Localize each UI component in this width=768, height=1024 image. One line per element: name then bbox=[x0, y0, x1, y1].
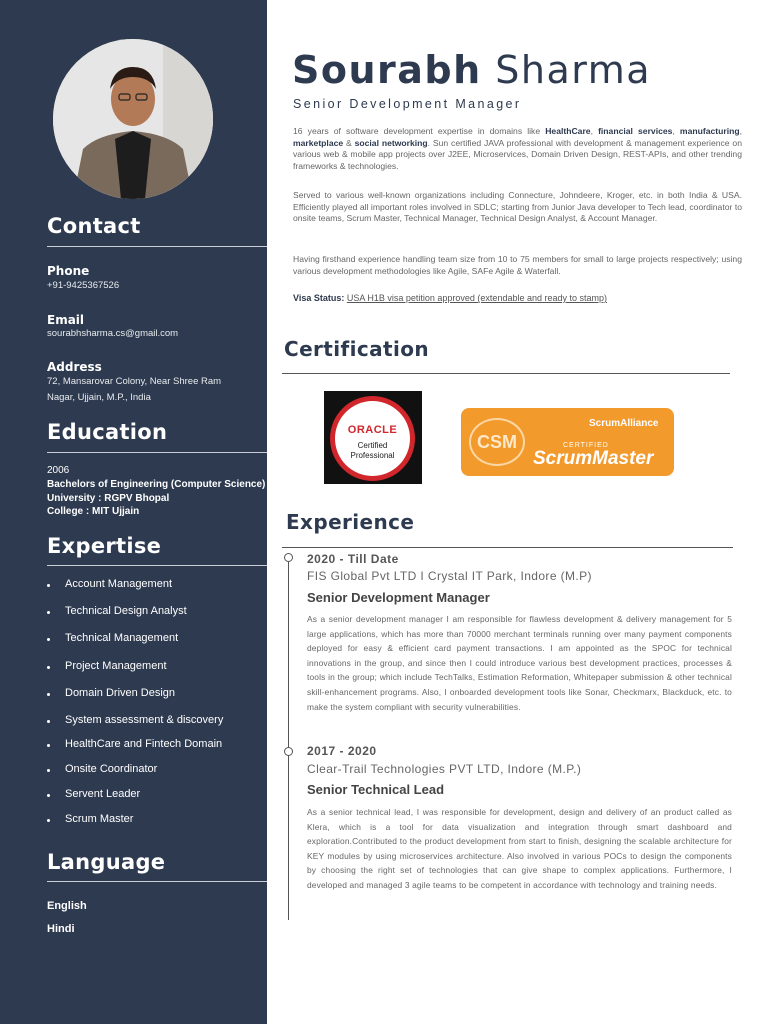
oracle-professional-text: Professional bbox=[350, 451, 395, 460]
bullet-icon bbox=[47, 744, 50, 747]
candidate-name bbox=[292, 48, 651, 92]
timeline-dot bbox=[284, 553, 293, 562]
education-divider bbox=[47, 452, 267, 453]
bullet-icon bbox=[47, 819, 50, 822]
oracle-certified-badge bbox=[324, 391, 422, 484]
visa-label: Visa Status: bbox=[293, 293, 347, 303]
job-1-title: Senior Development Manager bbox=[307, 590, 490, 605]
timeline-line bbox=[288, 558, 289, 920]
job-1-date: 2020 - Till Date bbox=[307, 552, 399, 566]
summary-paragraph-3: Having firsthand experience handling team size from 10 to 75 members for small to large projects respectively; using various development methodologies like Agile, SAFe Agile & Waterfall. bbox=[293, 254, 742, 276]
experience-divider bbox=[282, 547, 733, 548]
oracle-certified-text: Certified bbox=[357, 441, 388, 450]
first-name: Sourabh bbox=[292, 48, 482, 92]
experience-heading: Experience bbox=[286, 510, 415, 534]
email-label: Email bbox=[47, 313, 85, 327]
visa-status bbox=[293, 293, 607, 303]
address-line-1: 72, Mansarovar Colony, Near Shree Ram bbox=[47, 376, 222, 387]
profile-photo bbox=[53, 39, 213, 199]
candidate-role: Senior Development Manager bbox=[293, 97, 522, 111]
education-degree: Bachelors of Engineering (Computer Science) bbox=[47, 479, 266, 490]
bullet-icon bbox=[47, 638, 50, 641]
bullet-icon bbox=[47, 769, 50, 772]
job-2-company: Clear-Trail Technologies PVT LTD, Indore (M.P.) bbox=[307, 762, 582, 776]
contact-heading: Contact bbox=[47, 214, 141, 238]
sidebar: Contact Phone +91-9425367526 Email sourabhsharma.cs@gmail.com Address 72, Mansarovar Colony, Near Shree Ram Nagar, Ujjain, M.P., India Education 2006 Bachelors of Engineering (Computer Science) University : RGPV Bhopal College : MIT Ujjain Expertise Account Management Technical Design Analyst Technical Management Project Management Domain Driven Design System assessment & discovery HealthCare and Fintech Domain Onsite Coordinator Servent Leader Scrum Master Language English Hindi bbox=[0, 0, 267, 1024]
bullet-icon bbox=[47, 611, 50, 614]
scrum-alliance-logo: ScrumAlliance bbox=[589, 418, 659, 429]
visa-link[interactable]: USA H1B visa petition approved (extendable and ready to stamp) bbox=[346, 293, 608, 303]
summary-paragraph-2: Served to various well-known organizations including Connecture, Johndeere, Kroger, etc. in both India & USA. Efficiently played all important roles involved in SDLC; starting from Junior Java developer to Tech lead, coordinator to onsite teams, Scrum Master, Technical Manager, Technical Design Analyst, & Account Manager. bbox=[293, 190, 742, 224]
education-heading: Education bbox=[47, 420, 168, 444]
last-name: Sharma bbox=[495, 48, 652, 92]
education-year: 2006 bbox=[47, 465, 70, 476]
csm-seal-icon: CSM bbox=[469, 418, 525, 466]
csm-title: ScrumMaster bbox=[533, 448, 654, 469]
bullet-icon bbox=[47, 584, 50, 587]
oracle-logo: ORACLE bbox=[347, 424, 398, 436]
bullet-icon bbox=[47, 666, 50, 669]
job-1-company: FIS Global Pvt LTD I Crystal IT Park, Indore (M.P) bbox=[307, 569, 592, 583]
address-line-2: Nagar, Ujjain, M.P., India bbox=[47, 392, 151, 403]
certification-divider bbox=[282, 373, 730, 374]
address-label: Address bbox=[47, 360, 102, 374]
education-college: College : MIT Ujjain bbox=[47, 506, 140, 517]
bullet-icon bbox=[47, 720, 50, 723]
education-university: University : RGPV Bhopal bbox=[47, 493, 170, 504]
scrum-master-badge bbox=[461, 408, 674, 476]
expertise-divider bbox=[47, 565, 267, 566]
bullet-icon bbox=[47, 794, 50, 797]
email-value[interactable]: sourabhsharma.cs@gmail.com bbox=[47, 328, 179, 339]
job-1-description: As a senior development manager I am responsible for flawless development & delivery management for 5 large applications, which has more than 70000 merchant terminals running over many payment components deployed for easy & efficient card payment transactions. I am appointed as the SPOC for technical innovations in the group, and since then I could introduce various best development practices, processes & tools in the group; which include TechTalks, Estimation Reformation, Whitepaper submission & other technical skill-enhancement programs. Also, I onboarded development tools like Sonar, Checkmarx, Blackduck, etc. to make the system compliant with security vulnerabilities. bbox=[307, 614, 732, 712]
phone-value[interactable]: +91-9425367526 bbox=[47, 280, 120, 291]
language-english: English bbox=[47, 900, 87, 912]
summary-paragraph-1: 16 years of software development expertise in domains like HealthCare, financial services, manufacturing, marketplace & social networking. Sun certified JAVA professional with development & management experience on various web & mobile app projects over J2EE, Microservices, Domain Driven Design, REST-APIs, and other trending frameworks & technologies. bbox=[293, 126, 742, 171]
bullet-icon bbox=[47, 693, 50, 696]
language-hindi: Hindi bbox=[47, 923, 75, 935]
job-2-date: 2017 - 2020 bbox=[307, 744, 377, 758]
phone-label: Phone bbox=[47, 264, 90, 278]
job-2-description: As a senior technical lead, I was responsible for development, design and delivery of an product called as Klera, which is a tool for data visualization and integration through smart dashboard and exploration.Contributed to the product development from start to finish, designing the scalable architecture for KEY modules by using microservices architecture. Also involved in various POCs to design the components by choosing the right set of technologies that can give shape to complex applications. Furthermore, I developed and managed 3 agile teams to be competent in accordance with technology and training needs. bbox=[307, 807, 732, 890]
certification-heading: Certification bbox=[284, 337, 430, 361]
language-divider bbox=[47, 881, 267, 882]
expertise-heading: Expertise bbox=[47, 534, 162, 558]
language-heading: Language bbox=[47, 850, 166, 874]
csm-certified-text: CERTIFIED bbox=[563, 442, 609, 449]
job-2-title: Senior Technical Lead bbox=[307, 782, 445, 797]
timeline-dot bbox=[284, 747, 293, 756]
contact-divider bbox=[47, 246, 267, 247]
